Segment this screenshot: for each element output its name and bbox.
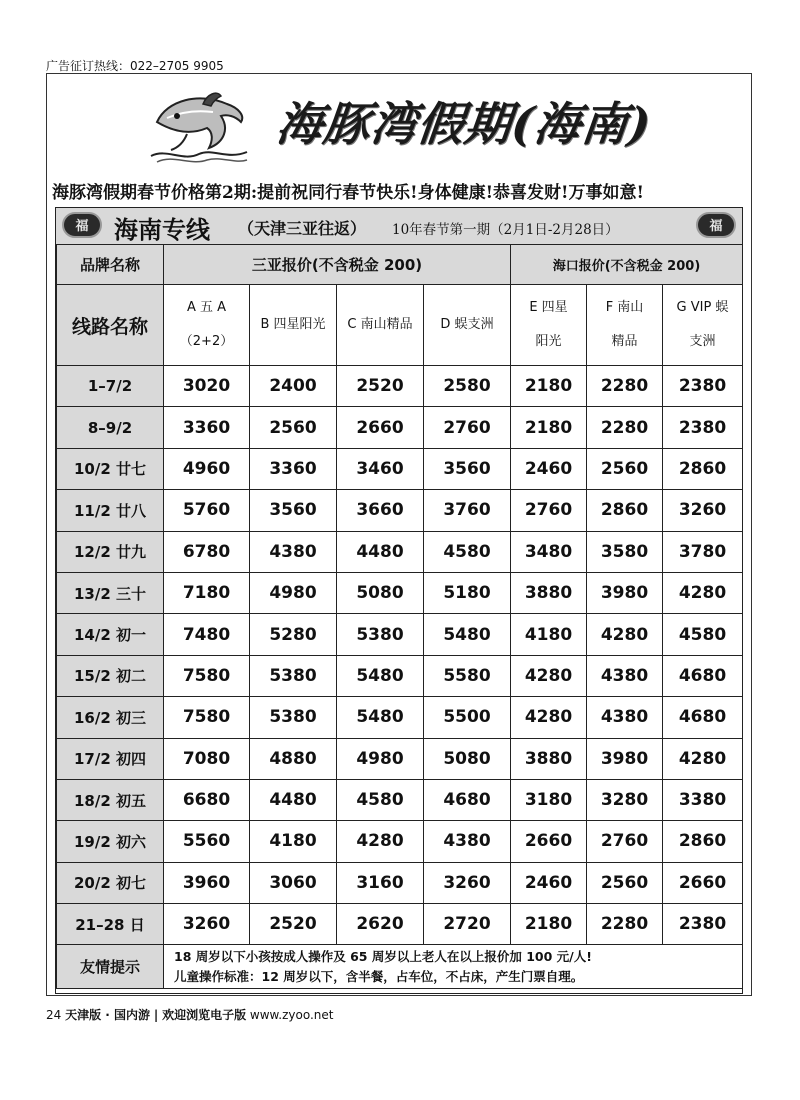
price-cell: 4380: [424, 821, 511, 862]
line-name: 海南专线: [114, 216, 210, 244]
price-cell: 2660: [511, 821, 587, 862]
price-cell: 7180: [164, 572, 250, 613]
price-cell: 2760: [587, 821, 663, 862]
price-cell: 4880: [250, 738, 337, 779]
fu-badge-right: 福: [696, 212, 736, 238]
fu-badge-left: 福: [62, 212, 102, 238]
column-header-row: [57, 285, 743, 366]
price-cell: 3160: [337, 862, 424, 903]
table-row: [57, 738, 743, 779]
ad-frame: [46, 73, 752, 996]
date-cell: 13/2 三十: [57, 572, 164, 613]
tagline: 海豚湾假期春节价格第2期:提前祝同行春节快乐!身体健康!恭喜发财!万事如意!: [52, 183, 644, 203]
tips-line-2: 儿童操作标准：12 周岁以下，含半餐，占车位，不占床，产生门票自理。: [174, 968, 584, 984]
price-cell: 2280: [587, 407, 663, 448]
price-cell: 3360: [164, 407, 250, 448]
price-cell: 2180: [511, 407, 587, 448]
date-cell: 8–9/2: [57, 407, 164, 448]
price-cell: 2180: [511, 366, 587, 407]
price-cell: 4960: [164, 448, 250, 489]
price-cell: 2460: [511, 448, 587, 489]
price-cell: 3060: [250, 862, 337, 903]
footer-site: www.zyoo.net: [249, 1008, 334, 1022]
price-cell: 2860: [663, 448, 743, 489]
column-header: [424, 285, 511, 366]
table-row: [57, 572, 743, 613]
page-footer: [46, 1006, 333, 1023]
price-cell: 5280: [250, 614, 337, 655]
price-cell: 4680: [663, 697, 743, 738]
price-cell: 5180: [424, 572, 511, 613]
price-cell: 5480: [424, 614, 511, 655]
price-cell: 2380: [663, 366, 743, 407]
price-cell: 3980: [587, 572, 663, 613]
date-cell: 18/2 初五: [57, 779, 164, 820]
date-cell: 20/2 初七: [57, 862, 164, 903]
column-header-line1: D 蜈支洲: [440, 317, 494, 332]
price-cell: 3480: [511, 531, 587, 572]
price-cell: 2720: [424, 904, 511, 945]
column-header-line2: 阳光: [535, 334, 562, 349]
price-cell: 2460: [511, 862, 587, 903]
column-header-line1: B 四星阳光: [260, 317, 326, 332]
table-row: [57, 407, 743, 448]
column-header-line2: （2+2）: [179, 334, 234, 349]
price-cell: 2760: [511, 490, 587, 531]
price-cell: 2660: [663, 862, 743, 903]
price-cell: 4480: [337, 531, 424, 572]
price-cell: 4980: [337, 738, 424, 779]
price-cell: 7580: [164, 655, 250, 696]
price-cell: 3660: [337, 490, 424, 531]
price-cell: 2580: [424, 366, 511, 407]
column-header-line2: 支洲: [689, 334, 716, 349]
price-cell: 4680: [663, 655, 743, 696]
column-header-line1: E 四星: [529, 300, 568, 315]
table-row: [57, 490, 743, 531]
price-cell: 2660: [337, 407, 424, 448]
price-cell: 2560: [587, 862, 663, 903]
price-cell: 4280: [337, 821, 424, 862]
price-cell: 3180: [511, 779, 587, 820]
date-cell: 15/2 初二: [57, 655, 164, 696]
price-table: [56, 244, 743, 989]
column-header: [587, 285, 663, 366]
table-row: [57, 904, 743, 945]
price-cell: 4180: [511, 614, 587, 655]
edition-label: 天津版 · 国内游: [65, 1008, 151, 1022]
price-cell: 3280: [587, 779, 663, 820]
price-cell: 2760: [424, 407, 511, 448]
price-cell: 3980: [587, 738, 663, 779]
column-header-line1: A 五 A: [186, 300, 227, 315]
price-cell: 3960: [164, 862, 250, 903]
price-cell: 4280: [511, 697, 587, 738]
table-row: [57, 531, 743, 572]
column-header-line1: F 南山: [605, 300, 644, 315]
column-header-line2: 精品: [611, 334, 638, 349]
price-cell: 7580: [164, 697, 250, 738]
ad-hotline: 广告征订热线：022–2705 9905: [46, 59, 224, 73]
route-label: 线路名称: [57, 285, 164, 366]
dolphin-logo-icon: [147, 82, 252, 164]
price-cell: 5080: [424, 738, 511, 779]
haikou-group-header: 海口报价(不含税金 200): [511, 245, 743, 285]
price-cell: 4280: [663, 738, 743, 779]
price-cell: 2520: [250, 904, 337, 945]
price-cell: 5760: [164, 490, 250, 531]
price-cell: 4580: [663, 614, 743, 655]
price-cell: 5560: [164, 821, 250, 862]
price-cell: 6780: [164, 531, 250, 572]
price-cell: 5480: [337, 655, 424, 696]
footer-separator: |: [153, 1008, 159, 1022]
price-cell: 2520: [337, 366, 424, 407]
column-header: [337, 285, 424, 366]
sanya-group-header: 三亚报价(不含税金 200): [164, 245, 511, 285]
table-row: [57, 448, 743, 489]
price-cell: 2280: [587, 366, 663, 407]
price-cell: 4280: [587, 614, 663, 655]
price-cell: 4180: [250, 821, 337, 862]
price-cell: 3880: [511, 738, 587, 779]
table-title-bar: [56, 208, 742, 245]
page-number: 24: [46, 1008, 62, 1022]
column-header: [511, 285, 587, 366]
price-cell: 2280: [587, 904, 663, 945]
price-cell: 4680: [424, 779, 511, 820]
column-header: [250, 285, 337, 366]
price-cell: 4580: [337, 779, 424, 820]
brand-header-row: [57, 245, 743, 285]
price-cell: 4480: [250, 779, 337, 820]
price-cell: 2380: [663, 904, 743, 945]
price-cell: 2560: [250, 407, 337, 448]
price-cell: 4380: [250, 531, 337, 572]
price-cell: 5380: [250, 697, 337, 738]
price-cell: 2380: [663, 407, 743, 448]
price-cell: 3460: [337, 448, 424, 489]
table-row: [57, 821, 743, 862]
date-cell: 17/2 初四: [57, 738, 164, 779]
price-cell: 3780: [663, 531, 743, 572]
line-route: （天津三亚往返）: [238, 219, 367, 238]
column-header-line1: C 南山精品: [347, 317, 413, 332]
table-row: [57, 862, 743, 903]
price-cell: 4280: [511, 655, 587, 696]
table-row: [57, 366, 743, 407]
price-cell: 2860: [587, 490, 663, 531]
date-cell: 16/2 初三: [57, 697, 164, 738]
price-cell: 3580: [587, 531, 663, 572]
price-cell: 5080: [337, 572, 424, 613]
table-row: [57, 614, 743, 655]
price-cell: 5500: [424, 697, 511, 738]
price-cell: 4380: [587, 655, 663, 696]
date-cell: 14/2 初一: [57, 614, 164, 655]
price-table-box: [55, 207, 743, 994]
price-cell: 4280: [663, 572, 743, 613]
date-cell: 10/2 廿七: [57, 448, 164, 489]
column-header: [663, 285, 743, 366]
price-cell: 6680: [164, 779, 250, 820]
price-cell: 2180: [511, 904, 587, 945]
price-cell: 2400: [250, 366, 337, 407]
price-cell: 3260: [663, 490, 743, 531]
price-cell: 2620: [337, 904, 424, 945]
price-cell: 3380: [663, 779, 743, 820]
brand-label: 品牌名称: [57, 245, 164, 285]
table-row: [57, 697, 743, 738]
tips-content: [164, 945, 743, 989]
price-cell: 4980: [250, 572, 337, 613]
tips-line-1: 18 周岁以下小孩按成人操作及 65 周岁以上老人在以上报价加 100 元/人!: [174, 948, 592, 964]
table-row: [57, 779, 743, 820]
price-cell: 3260: [424, 862, 511, 903]
price-cell: 3880: [511, 572, 587, 613]
price-cell: 7080: [164, 738, 250, 779]
price-cell: 3260: [164, 904, 250, 945]
date-cell: 1–7/2: [57, 366, 164, 407]
price-cell: 5480: [337, 697, 424, 738]
price-cell: 3020: [164, 366, 250, 407]
brand-title: 海豚湾假期(海南): [273, 97, 655, 151]
column-header-line1: G VIP 蜈: [676, 300, 729, 315]
footer-slogan: 欢迎浏览电子版: [162, 1008, 247, 1022]
table-row: [57, 655, 743, 696]
price-cell: 4580: [424, 531, 511, 572]
price-cell: 7480: [164, 614, 250, 655]
date-cell: 21–28 日: [57, 904, 164, 945]
date-cell: 19/2 初六: [57, 821, 164, 862]
price-cell: 3560: [250, 490, 337, 531]
price-cell: 5380: [337, 614, 424, 655]
column-header: [164, 285, 250, 366]
date-cell: 11/2 廿八: [57, 490, 164, 531]
price-cell: 5380: [250, 655, 337, 696]
price-cell: 5580: [424, 655, 511, 696]
price-cell: 2560: [587, 448, 663, 489]
price-cell: 3360: [250, 448, 337, 489]
tips-label: 友情提示: [57, 945, 164, 989]
tips-row: [57, 945, 743, 989]
price-cell: 4380: [587, 697, 663, 738]
price-cell: 3760: [424, 490, 511, 531]
price-cell: 3560: [424, 448, 511, 489]
price-cell: 2860: [663, 821, 743, 862]
line-period: 10年春节第一期（2月1日-2月28日）: [392, 222, 619, 238]
date-cell: 12/2 廿九: [57, 531, 164, 572]
